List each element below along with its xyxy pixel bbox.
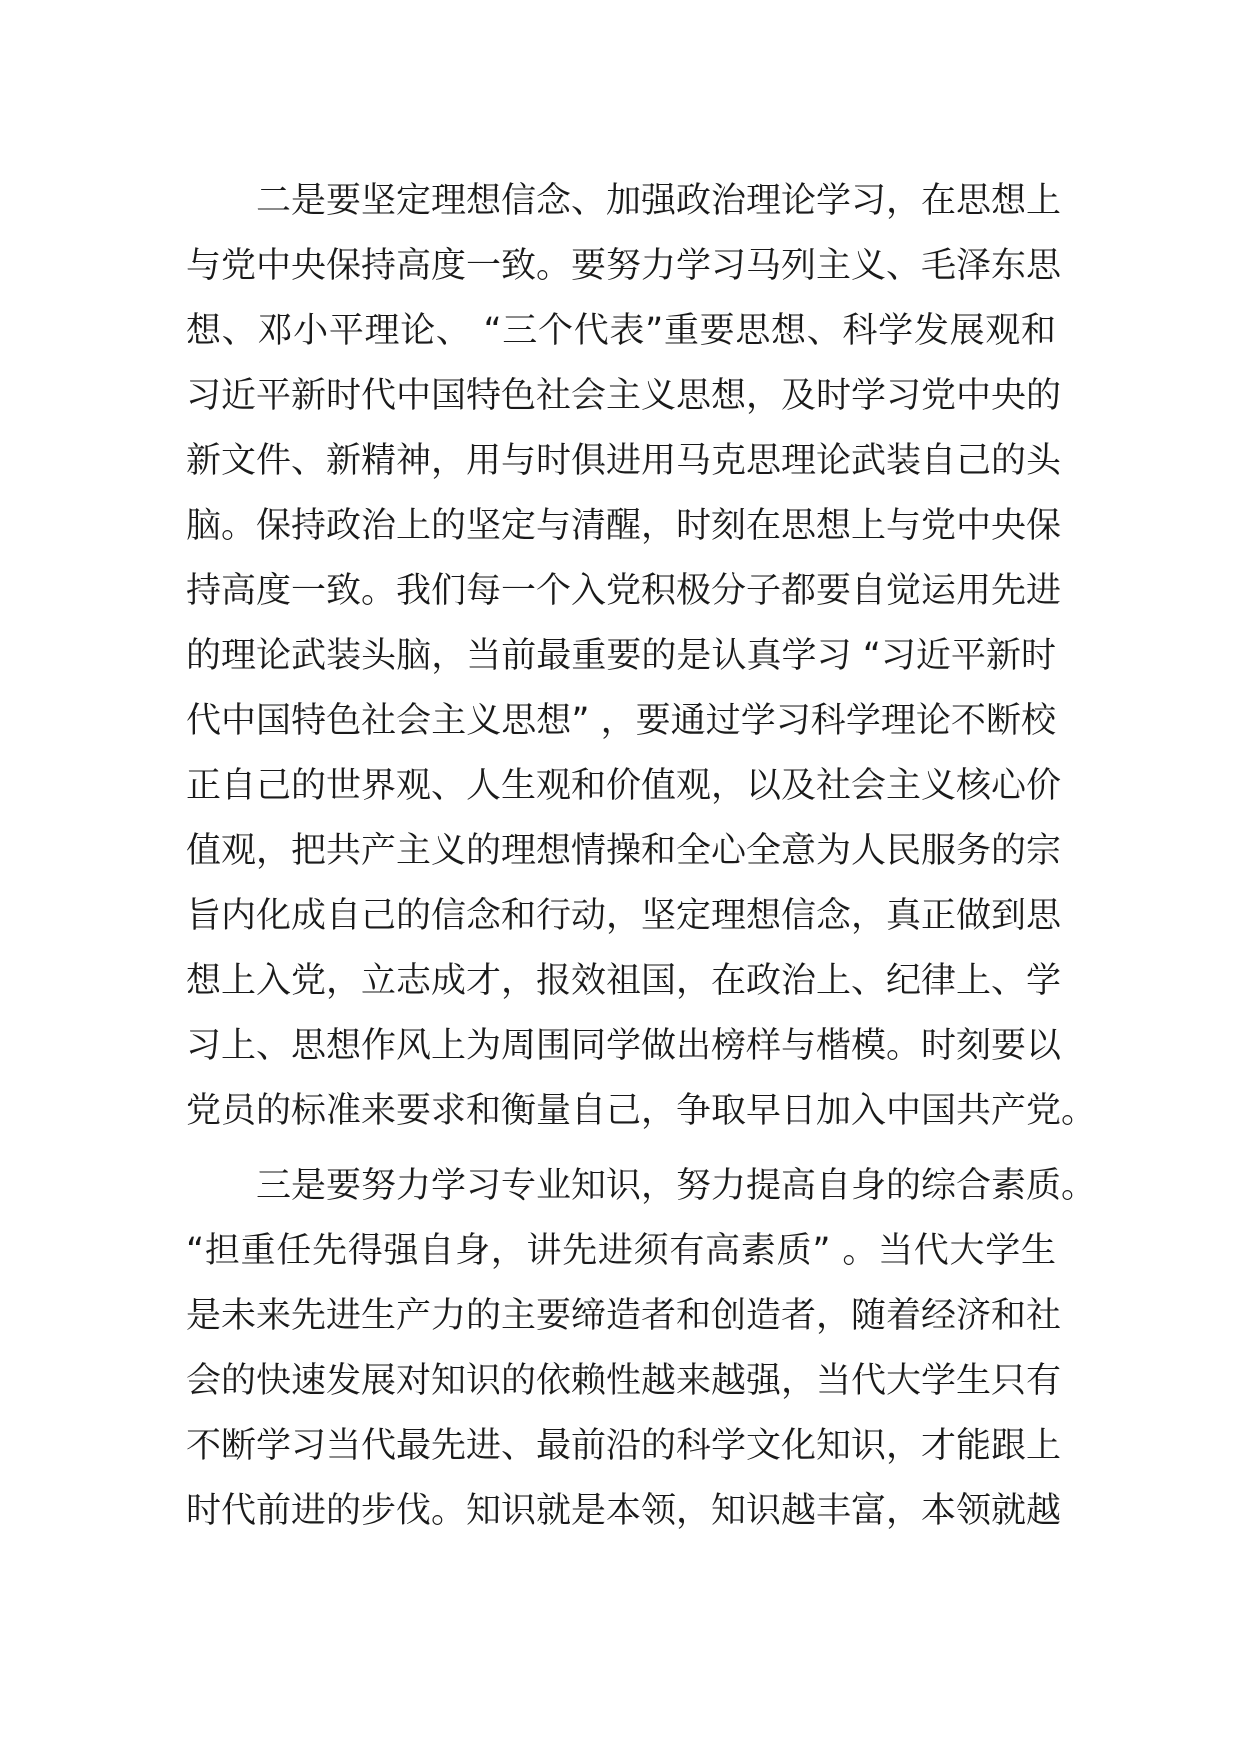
paragraph-line: 习上、思想作风上为周围同学做出榜样与楷模。时刻要以 <box>186 1026 1062 1066</box>
paragraph-line: 是未来先进生产力的主要缔造者和创造者，随着经济和社 <box>186 1296 1062 1336</box>
paragraph-line: 脑。保持政治上的坚定与清醒，时刻在思想上与党中央保 <box>186 506 1062 546</box>
paragraph-line: 新文件、新精神，用与时俱进用马克思理论武装自己的头 <box>186 441 1062 481</box>
paragraph-line: 代中国特色社会主义思想” ，要通过学习科学理论不断校 <box>186 701 1056 741</box>
paragraph-line: 持高度一致。我们每一个入党积极分子都要自觉运用先进 <box>186 571 1062 611</box>
paragraph-line: 想上入党，立志成才，报效祖国，在政治上、纪律上、学 <box>186 961 1062 1001</box>
paragraph-line: 的理论武装头脑，当前最重要的是认真学习 “习近平新时 <box>186 636 1056 676</box>
paragraph-professional-knowledge <box>186 1154 1097 1544</box>
paragraph-line: 旨内化成自己的信念和行动，坚定理想信念，真正做到思 <box>186 896 1062 936</box>
paragraph-line: 与党中央保持高度一致。要努力学习马列主义、毛泽东思 <box>186 246 1062 286</box>
paragraph-line: 值观，把共产主义的理想情操和全心全意为人民服务的宗 <box>186 831 1062 871</box>
paragraph-line: 会的快速发展对知识的依赖性越来越强，当代大学生只有 <box>186 1361 1062 1401</box>
paragraph-line: 习近平新时代中国特色社会主义思想，及时学习党中央的 <box>186 376 1062 416</box>
paragraph-ideals-and-beliefs <box>186 169 1097 1144</box>
paragraph-line: “担重任先得强自身，讲先进须有高素质” 。当代大学生 <box>186 1231 1056 1271</box>
paragraph-line: 二是要坚定理想信念、加强政治理论学习，在思想上 <box>256 181 1062 221</box>
paragraph-line: 正自己的世界观、人生观和价值观，以及社会主义核心价 <box>186 766 1062 806</box>
paragraph-line: 三是要努力学习专业知识，努力提高自身的综合素质。 <box>256 1166 1097 1206</box>
paragraph-line: 党员的标准来要求和衡量自己，争取早日加入中国共产党。 <box>186 1091 1097 1131</box>
paragraph-line: 不断学习当代最先进、最前沿的科学文化知识，才能跟上 <box>186 1426 1062 1466</box>
paragraph-line: 想、邓小平理论、 “三个代表”重要思想、科学发展观和 <box>186 311 1056 351</box>
paragraph-line: 时代前进的步伐。知识就是本领，知识越丰富，本领就越 <box>186 1491 1062 1531</box>
